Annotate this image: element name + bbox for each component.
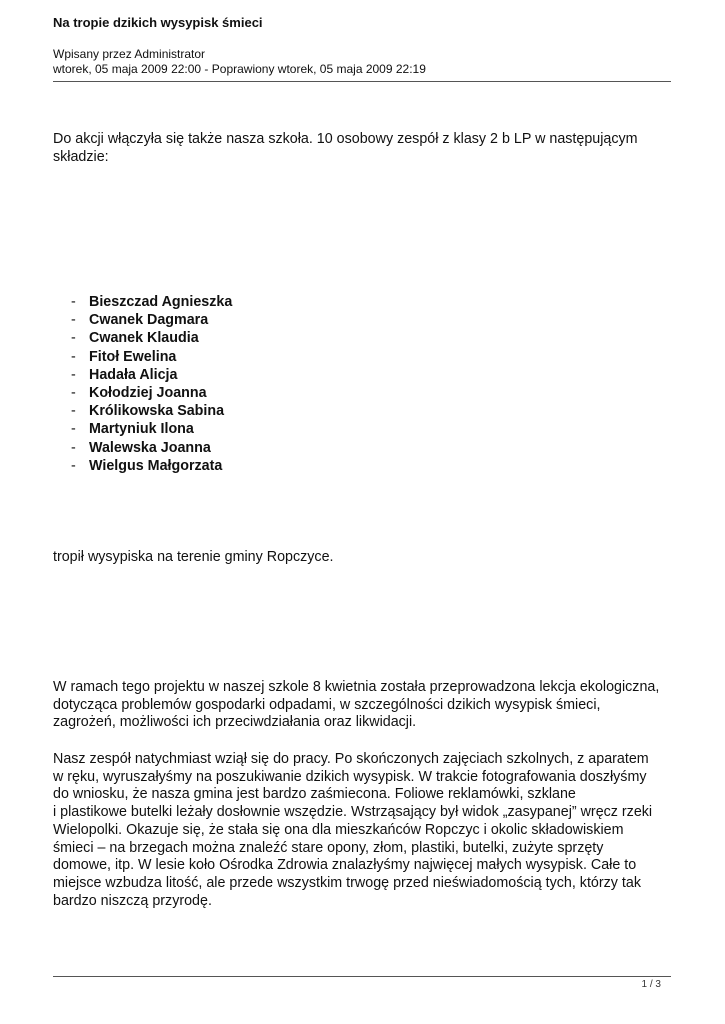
intro-line: składzie:	[53, 148, 109, 165]
list-marker: -	[71, 421, 76, 438]
list-marker: -	[71, 312, 76, 329]
project-paragraph	[53, 679, 678, 732]
list-marker: -	[71, 294, 76, 310]
list-marker: -	[71, 348, 76, 365]
author-line: Wpisany przez Administrator	[53, 47, 206, 61]
team-work-paragraph	[53, 751, 678, 910]
route-paragraph: tropił wysypiska na terenie gminy Ropczyce.	[53, 549, 334, 565]
paragraph-line: bardzo niszczą przyrodę.	[53, 892, 212, 909]
team-member-list	[71, 293, 232, 475]
member-name: Bieszczad Agnieszka	[89, 294, 233, 310]
dates-line: wtorek, 05 maja 2009 22:00 - Poprawiony wtorek, 05 maja 2009 22:19	[53, 62, 426, 76]
list-marker: -	[71, 330, 76, 347]
list-marker: -	[71, 366, 76, 383]
list-item	[71, 366, 232, 384]
intro-line: Do akcji włączyła się także nasza szkoła. 10 osobowy zespół z klasy 2 b LP w następującym	[53, 131, 638, 147]
list-item	[71, 439, 232, 457]
list-item	[71, 311, 232, 329]
header-divider	[53, 81, 671, 82]
paragraph-line: dotycząca problemów gospodarki odpadami, w szczególności dzikich wysypisk śmieci,	[53, 696, 601, 713]
paragraph-line: śmieci – na brzegach można znaleźć stare opony, złom, plastiki, butelki, zużyte sprzęty	[53, 839, 604, 856]
paragraph-line: do wniosku, że nasza gmina jest bardzo zaśmiecona. Foliowe reklamówki, szklane	[53, 786, 576, 803]
member-name: Cwanek Klaudia	[89, 330, 199, 347]
footer-divider	[53, 976, 671, 977]
paragraph-line: domowe, itp. W lesie koło Ośrodka Zdrowia znalazłyśmy najwięcej małych wysypisk. Całe to	[53, 857, 637, 874]
article-title: Na tropie dzikich wysypisk śmieci	[53, 15, 263, 30]
list-item	[71, 402, 232, 420]
member-name: Wielgus Małgorzata	[89, 457, 223, 474]
list-item	[71, 348, 232, 366]
member-name: Hadała Alicja	[89, 366, 178, 383]
list-item	[71, 293, 232, 311]
paragraph-line: w ręku, wyruszałyśmy na poszukiwanie dzikich wysypisk. W trakcie fotografowania doszłyśmy	[53, 768, 647, 785]
member-name: Cwanek Dagmara	[89, 312, 209, 329]
list-marker: -	[71, 439, 76, 456]
list-item	[71, 420, 232, 438]
paragraph-line: i plastikowe butelki leżały dosłownie wszędzie. Wstrząsający był widok „zasypanej” wręcz rzeki	[53, 804, 653, 821]
member-name: Martyniuk Ilona	[89, 421, 194, 438]
paragraph-line: miejsce wzbudza litość, ale przede wszystkim trwogę przed nieświadomością tych, którzy tak	[53, 874, 641, 891]
member-name: Fitoł Ewelina	[89, 348, 177, 365]
list-marker: -	[71, 385, 76, 402]
member-name: Kołodziej Joanna	[89, 385, 207, 402]
paragraph-line: Wielopolki. Okazuje się, że stała się ona dla mieszkańców Ropczyc i okolic składowiskiem	[53, 821, 624, 838]
member-name: Królikowska Sabina	[89, 403, 225, 420]
paragraph-line: Nasz zespół natychmiast wziął się do pracy. Po skończonych zajęciach szkolnych, z aparatem	[53, 751, 649, 767]
list-item	[71, 329, 232, 347]
list-item	[71, 384, 232, 402]
paragraph-line: W ramach tego projektu w naszej szkole 8 kwietnia została przeprowadzona lekcja ekologiczna,	[53, 679, 660, 695]
member-name: Walewska Joanna	[89, 439, 211, 456]
page-number: 1 / 3	[641, 979, 661, 990]
list-marker: -	[71, 403, 76, 420]
list-marker: -	[71, 457, 76, 474]
list-item	[71, 457, 232, 475]
intro-paragraph	[53, 131, 678, 166]
paragraph-line: zagrożeń, możliwości ich przeciwdziałania oraz likwidacji.	[53, 714, 417, 731]
